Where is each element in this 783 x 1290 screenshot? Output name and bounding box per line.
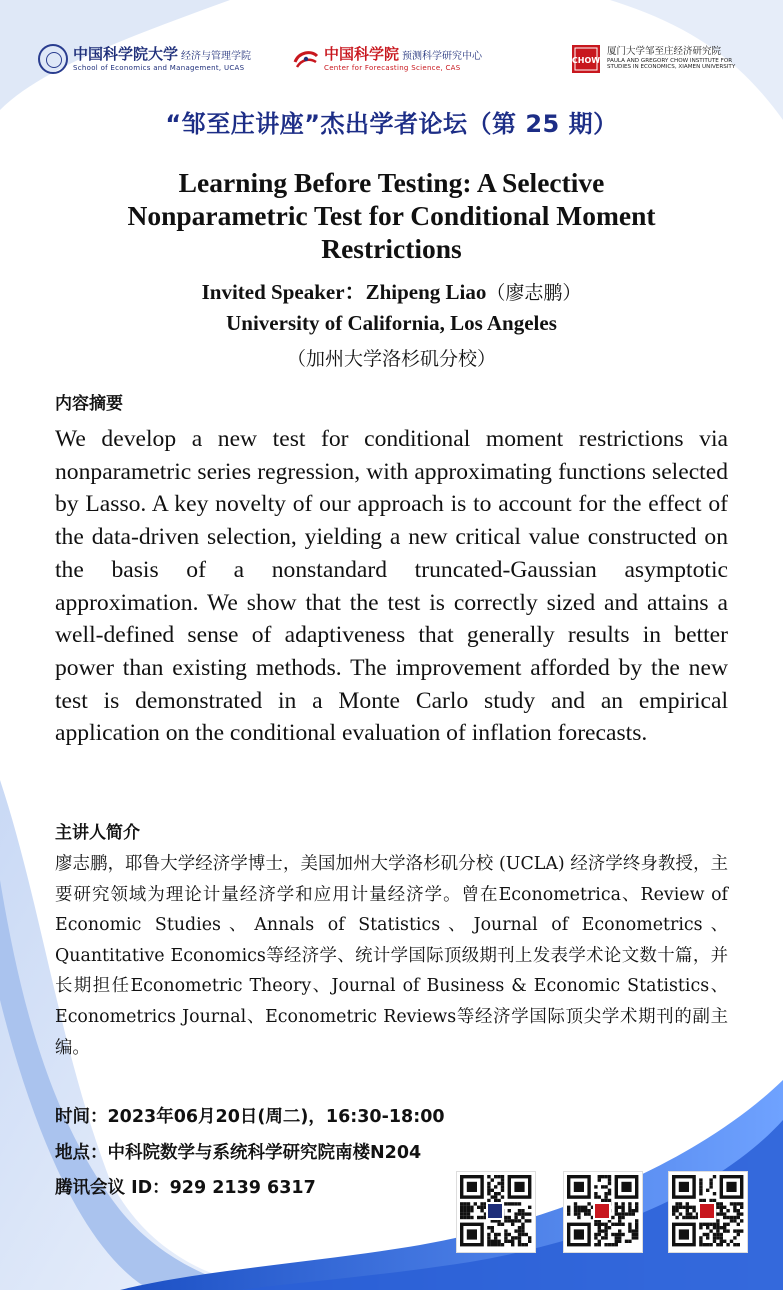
- chow-english-name-1: PAULA AND GREGORY CHOW INSTITUTE FOR: [607, 58, 733, 65]
- series-title: “邹至庄讲座”杰出学者论坛（第 25 期）: [165, 110, 618, 138]
- cas-dept-name: 预测科学研究中心: [402, 51, 483, 63]
- qr-code-3: [668, 1171, 748, 1253]
- abstract-text: We develop a new test for conditional moment restrictions via nonparametric series regression, with approximating functions selected by Lasso. A key novelty of our approach is to account for the effect of the data-driven selection, yielding a new critical value constructed on the basis of a nonstandard truncated-Gaussian asymptotic approximation. We show that the test is correctly sized and attains a well-defined sense of adaptiveness that generally results in better power than existing methods. The improvement afforded by the new test is demonstrated in a Monte Carlo study and an empirical application on the conditional evaluation of inflation forecasts.: [55, 426, 728, 747]
- talk-title-line: Nonparametric Test for Conditional Moment: [127, 200, 656, 231]
- speaker-label: Invited Speaker：: [201, 280, 366, 304]
- cas-forecasting-logo: [293, 34, 482, 84]
- chow-badge-icon: [571, 44, 601, 74]
- talk-title: [60, 166, 723, 265]
- ucas-sem-logo: [38, 34, 251, 84]
- speaker-name: Zhipeng Liao: [365, 280, 487, 304]
- svg-text:CHOW: CHOW: [571, 56, 601, 65]
- speaker-name-cn: （廖志鹏）: [486, 282, 582, 304]
- speaker-affiliation-cn: （加州大学洛杉矶分校）: [286, 348, 496, 370]
- speaker-line: [0, 276, 783, 306]
- event-meeting-id: 腾讯会议 ID：929 2139 6317: [55, 1178, 316, 1198]
- cas-english-name: Center for Forecasting Science, CAS: [324, 63, 461, 72]
- chow-english-name-2: STUDIES IN ECONOMICS, XIAMEN UNIVERSITY: [607, 64, 736, 71]
- ucas-dept-name: 经济与管理学院: [181, 51, 252, 63]
- ucas-english-name: School of Economics and Management, UCAS: [73, 63, 245, 72]
- chow-name: 厦门大学邹至庄经济研究院: [607, 46, 722, 58]
- qr-code-1: [456, 1171, 536, 1253]
- speaker-affiliation: University of California, Los Angeles: [226, 311, 557, 335]
- logo-row: [0, 34, 783, 84]
- abstract-heading: 内容摘要: [55, 394, 123, 414]
- event-place: 地点：中科院数学与系统科学研究院南楼N204: [55, 1143, 422, 1163]
- bio-heading: 主讲人简介: [55, 823, 140, 843]
- cas-name: 中国科学院: [324, 45, 400, 64]
- event-time: 时间：2023年06月20日(周二)，16:30-18:00: [55, 1107, 445, 1127]
- qr-code-2: [563, 1171, 643, 1253]
- cas-mark-icon: [293, 48, 319, 70]
- ucas-name: 中国科学院大学: [73, 45, 179, 64]
- chow-institute-logo: [571, 34, 735, 84]
- talk-title-line: Restrictions: [321, 233, 462, 264]
- ucas-seal-icon: [38, 44, 68, 74]
- bio-text: 廖志鹏，耶鲁大学经济学博士，美国加州大学洛杉矶分校 (UCLA) 经济学终身教授，主要研究领域为理论计量经济学和应用计量经济学。曾在Econometrica、Review of Economic Studies、Annals of Statistics、Journal of Econometrics、Quantitative Economics等经济学、统计学国际顶级期刊上发表学术论文数十篇，并长期担任Econometric Theory、Journal of Business & Economic Statistics、Econometrics Journal、Econometric Reviews等经济学国际顶尖学术期刊的副主编。: [55, 854, 728, 1058]
- talk-title-line: Learning Before Testing: A Selective: [178, 167, 605, 198]
